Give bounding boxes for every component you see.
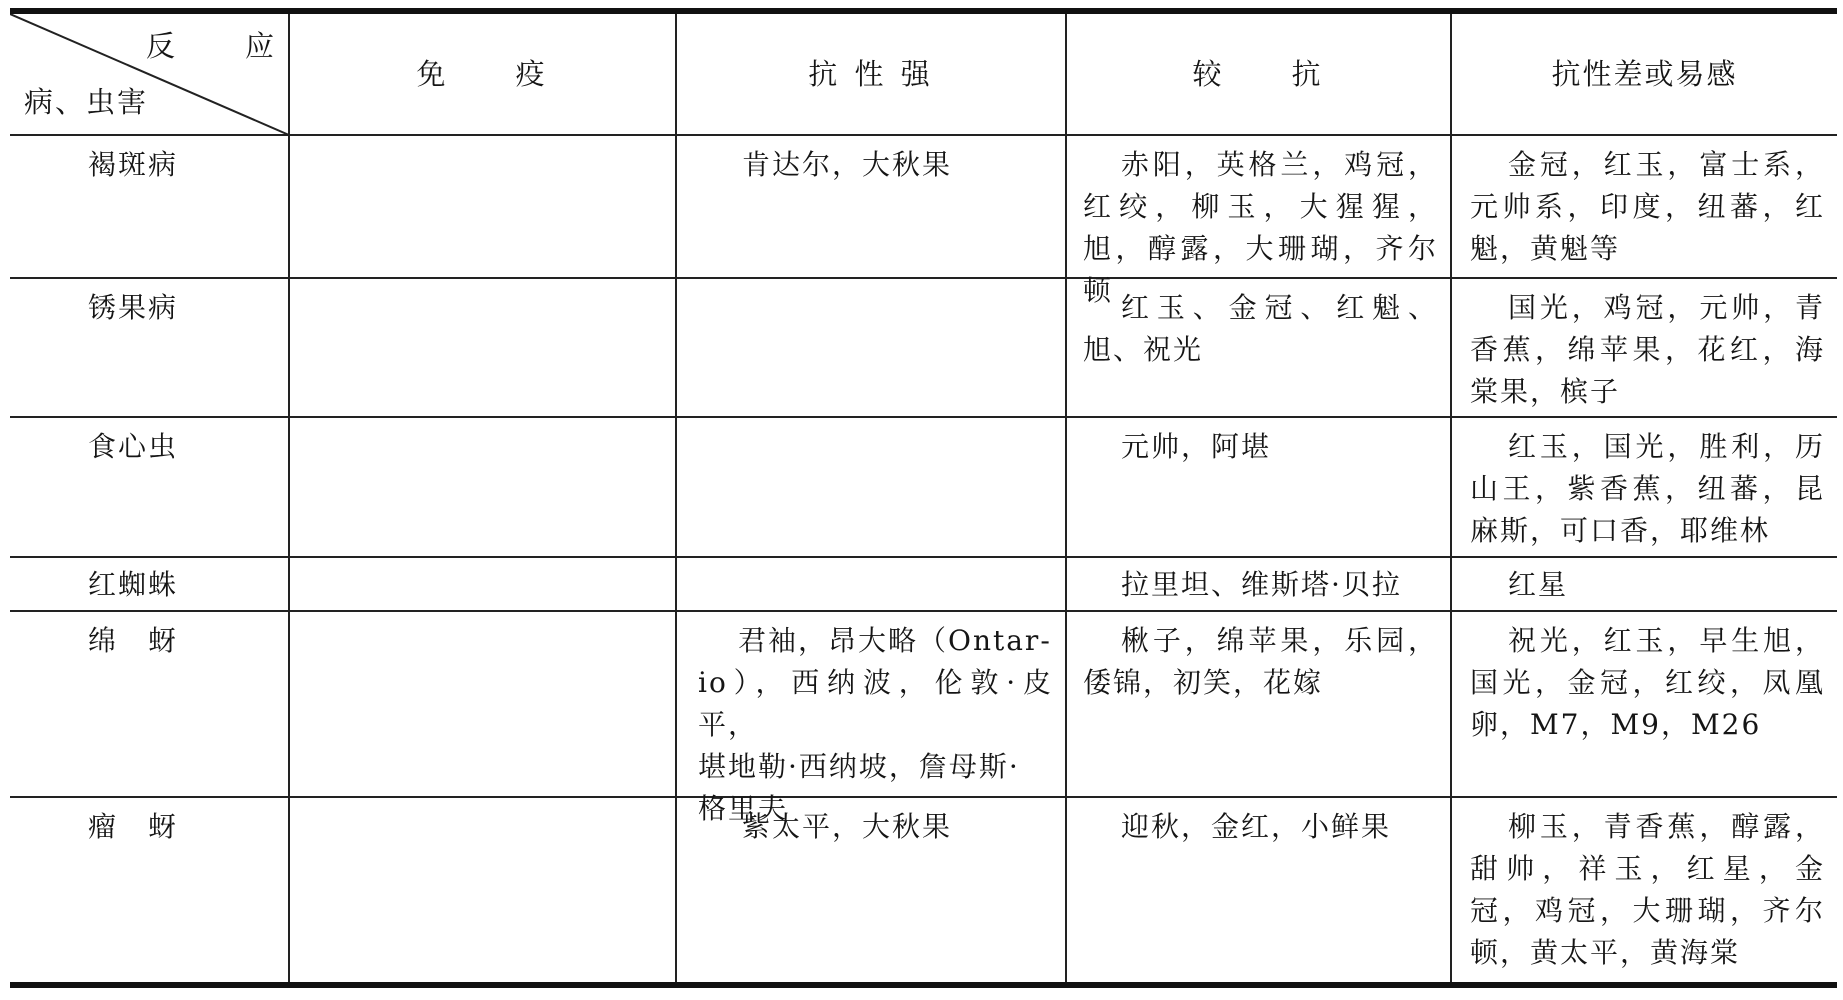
row-name: 锈果病 <box>88 291 179 324</box>
header-moderate: 较 抗 <box>1192 57 1325 91</box>
row-name: 红蜘蛛 <box>88 568 179 601</box>
cell-line: 格里夫 <box>698 792 789 825</box>
cell-line: 君袖，昂大略（Ontar- <box>738 624 1052 657</box>
cell-moderate: 楸子，绵苹果，乐园，倭锦，初笑，花嫁 <box>1083 624 1438 699</box>
header-strong: 抗 性 强 <box>808 57 934 91</box>
header-poor: 抗性差或易感 <box>1551 57 1738 91</box>
cell-strong <box>698 620 1053 830</box>
cell-poor: 红玉，国光，胜利，历山王，紫香蕉，纽蕃，昆麻斯，可口香，耶维林 <box>1470 430 1825 547</box>
cell-poor: 祝光，红玉，早生旭，国光，金冠，红绞，凤凰卵，M7，M9，M26 <box>1470 624 1825 741</box>
cell-moderate: 拉里坦、维斯塔·贝拉 <box>1121 568 1402 601</box>
row-divider <box>10 610 1837 612</box>
row-name: 食心虫 <box>88 430 179 463</box>
row-name: 瘤 蚜 <box>88 810 179 843</box>
row-divider <box>10 556 1837 558</box>
corner-label-pest: 病、虫害 <box>24 85 149 119</box>
row-divider <box>10 277 1837 279</box>
resistance-table <box>10 14 1837 982</box>
row-divider <box>10 416 1837 418</box>
col-divider <box>288 14 290 982</box>
cell-poor: 柳玉，青香蕉，醇露，甜帅，祥玉，红星，金冠，鸡冠，大珊瑚，齐尔顿，黄太平，黄海棠 <box>1470 810 1825 969</box>
cell-moderate: 红玉、金冠、红魁、旭、祝光 <box>1083 291 1438 366</box>
cell-poor: 红星 <box>1508 568 1569 601</box>
cell-poor: 金冠，红玉，富士系，元帅系，印度，纽蕃，红魁，黄魁等 <box>1470 148 1825 265</box>
cell-poor: 国光，鸡冠，元帅，青香蕉，绵苹果，花红，海棠果，槟子 <box>1470 291 1825 408</box>
row-name: 褐斑病 <box>88 148 179 181</box>
cell-moderate: 赤阳，英格兰，鸡冠，红绞，柳玉，大猩猩，旭，醇露，大珊瑚，齐尔顿 <box>1083 148 1438 307</box>
corner-label-reaction: 反 应 <box>145 29 278 63</box>
cell-strong: 肯达尔，大秋果 <box>742 148 953 181</box>
col-divider <box>1065 14 1067 982</box>
cell-strong: 紫太平，大秋果 <box>742 810 953 843</box>
header-immune: 免 疫 <box>416 57 549 91</box>
cell-line: io），西纳波，伦敦·皮平， <box>698 666 1053 741</box>
col-divider <box>1450 14 1452 982</box>
cell-moderate: 迎秋，金红，小鲜果 <box>1121 810 1392 843</box>
bottom-rule <box>10 982 1837 988</box>
cell-moderate: 元帅，阿堪 <box>1121 430 1272 463</box>
cell-line: 堪地勒·西纳坡，詹母斯· <box>698 750 1020 783</box>
row-name: 绵 蚜 <box>88 624 179 657</box>
col-divider <box>675 14 677 982</box>
